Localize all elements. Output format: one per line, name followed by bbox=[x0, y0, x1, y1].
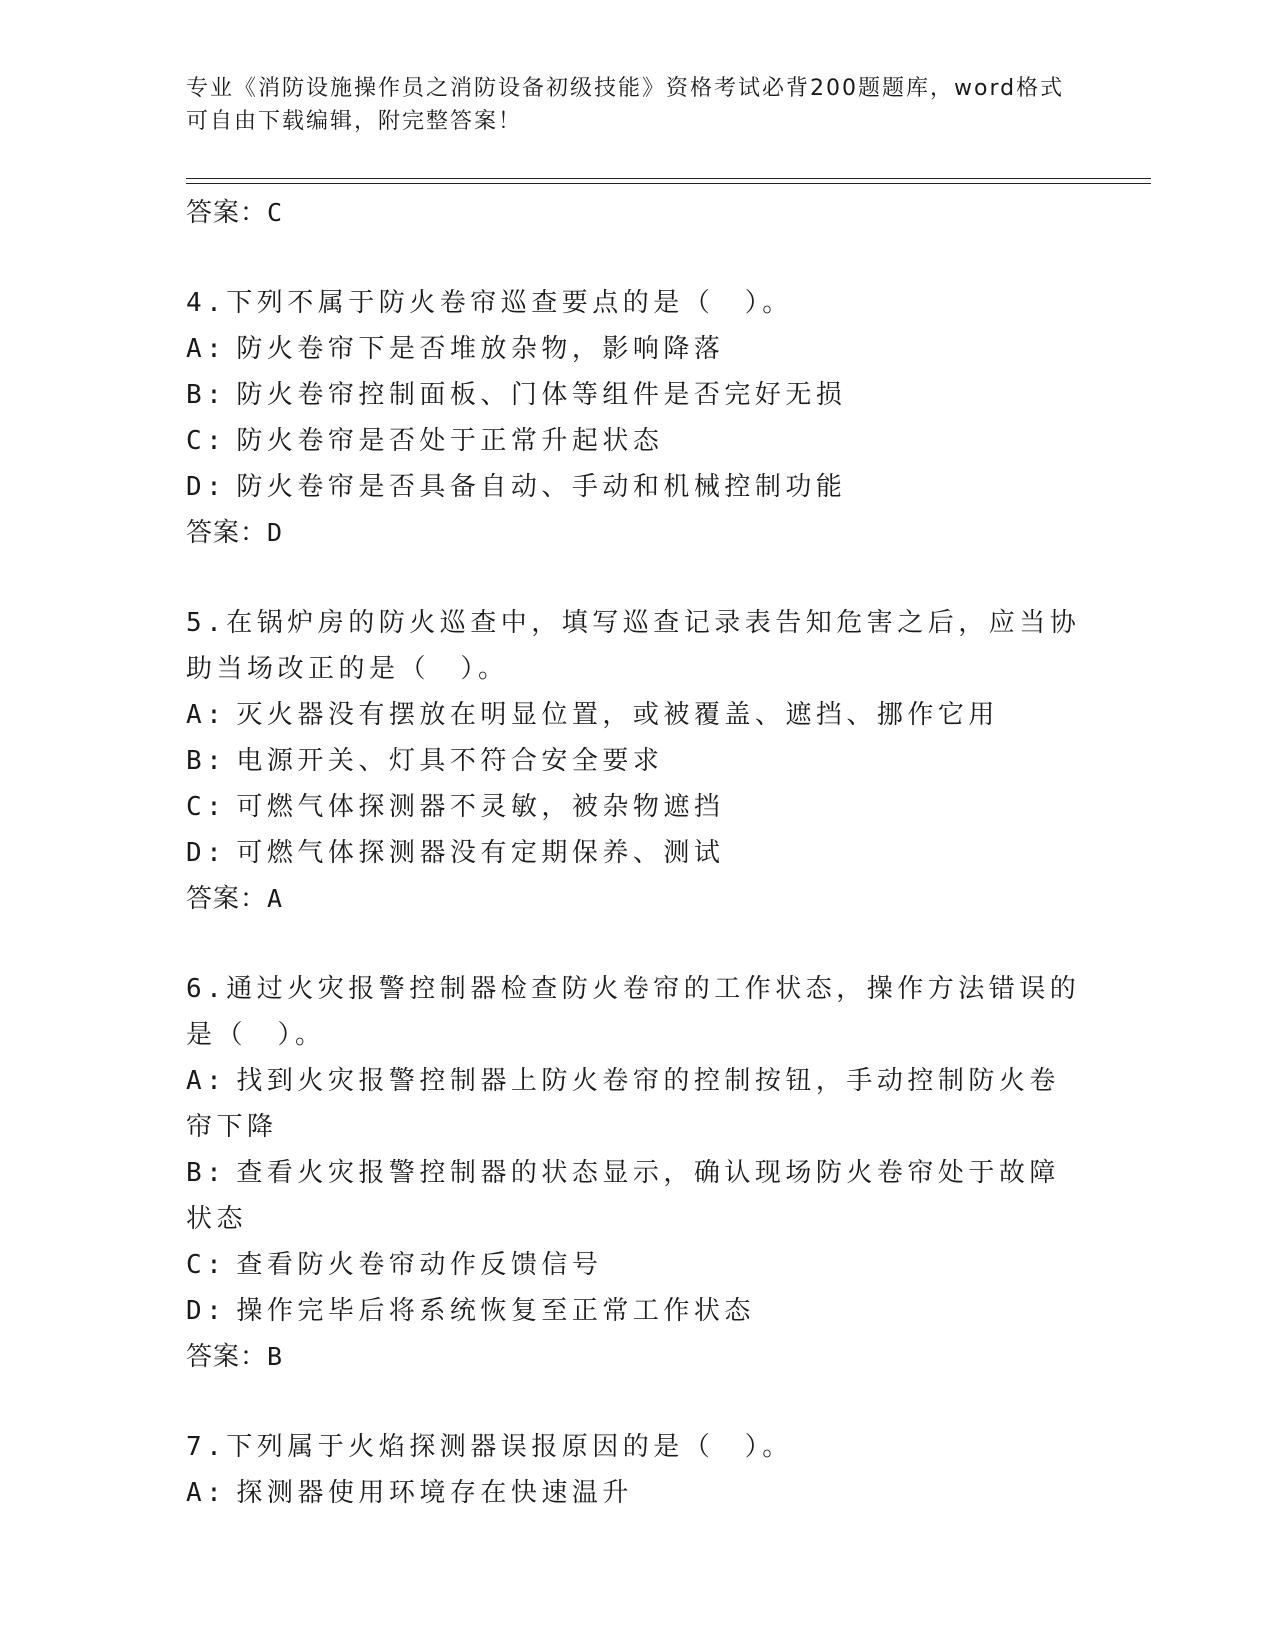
answer-line bbox=[186, 876, 1086, 922]
option-letter: B: bbox=[186, 380, 227, 410]
header-rule-top bbox=[186, 178, 1151, 179]
option-a bbox=[186, 326, 1086, 372]
answer-label: 答案： bbox=[186, 518, 268, 548]
answer-label: 答案： bbox=[186, 1342, 268, 1372]
option-text: 防火卷帘下是否堆放杂物，影响降落 bbox=[236, 334, 725, 364]
header-rule-bottom bbox=[186, 183, 1151, 184]
option-c bbox=[186, 1242, 1086, 1288]
option-b bbox=[186, 1150, 1086, 1242]
option-b bbox=[186, 372, 1086, 418]
option-letter: D: bbox=[186, 1296, 227, 1326]
answer-value: D bbox=[267, 518, 284, 547]
answer-label: 答案： bbox=[186, 198, 268, 228]
question-stem: 7.下列属于火焰探测器误报原因的是（ ）。 bbox=[186, 1432, 793, 1462]
document-header: 专业《消防设施操作员之消防设备初级技能》资格考试必背200题题库，word格式可自由下载编辑，附完整答案！ bbox=[186, 76, 1065, 134]
option-letter: B: bbox=[186, 1158, 227, 1188]
option-letter: B: bbox=[186, 746, 227, 776]
question-stem: 5.在锅炉房的防火巡查中，填写巡查记录表告知危害之后，应当协助当场改正的是（ ）。 bbox=[186, 608, 1081, 684]
answer-value: A bbox=[267, 884, 284, 913]
option-letter: A: bbox=[186, 1066, 227, 1096]
option-letter: C: bbox=[186, 1250, 227, 1280]
answer-line bbox=[186, 1334, 1086, 1380]
document-body bbox=[186, 190, 1086, 1516]
option-c bbox=[186, 784, 1086, 830]
question-block bbox=[186, 1424, 1086, 1516]
option-letter: C: bbox=[186, 426, 227, 456]
option-letter: A: bbox=[186, 1478, 227, 1508]
option-text: 防火卷帘控制面板、门体等组件是否完好无损 bbox=[236, 380, 847, 410]
option-b bbox=[186, 738, 1086, 784]
option-text: 查看火灾报警控制器的状态显示，确认现场防火卷帘处于故障状态 bbox=[186, 1158, 1060, 1234]
option-letter: C: bbox=[186, 792, 227, 822]
question-stem: 4.下列不属于防火卷帘巡查要点的是（ ）。 bbox=[186, 288, 793, 318]
option-d bbox=[186, 830, 1086, 876]
option-text: 防火卷帘是否具备自动、手动和机械控制功能 bbox=[236, 472, 847, 502]
question-block bbox=[186, 600, 1086, 922]
option-text: 电源开关、灯具不符合安全要求 bbox=[236, 746, 664, 776]
option-text: 防火卷帘是否处于正常升起状态 bbox=[236, 426, 664, 456]
option-letter: D: bbox=[186, 472, 227, 502]
option-a bbox=[186, 1470, 1086, 1516]
option-text: 找到火灾报警控制器上防火卷帘的控制按钮，手动控制防火卷帘下降 bbox=[186, 1066, 1060, 1142]
option-text: 可燃气体探测器没有定期保养、测试 bbox=[236, 838, 725, 868]
option-text: 探测器使用环境存在快速温升 bbox=[236, 1478, 633, 1508]
option-d bbox=[186, 464, 1086, 510]
answer-line bbox=[186, 510, 1086, 556]
option-letter: A: bbox=[186, 334, 227, 364]
option-text: 可燃气体探测器不灵敏，被杂物遮挡 bbox=[236, 792, 725, 822]
option-letter: D: bbox=[186, 838, 227, 868]
answer-label: 答案： bbox=[186, 884, 268, 914]
option-text: 操作完毕后将系统恢复至正常工作状态 bbox=[236, 1296, 755, 1326]
answer-line bbox=[186, 190, 1086, 236]
option-d bbox=[186, 1288, 1086, 1334]
answer-value: C bbox=[267, 198, 284, 227]
option-text: 查看防火卷帘动作反馈信号 bbox=[236, 1250, 603, 1280]
option-a bbox=[186, 692, 1086, 738]
answer-value: B bbox=[267, 1342, 284, 1371]
option-letter: A: bbox=[186, 700, 227, 730]
option-text: 灭火器没有摆放在明显位置，或被覆盖、遮挡、挪作它用 bbox=[236, 700, 999, 730]
question-block bbox=[186, 280, 1086, 556]
option-a bbox=[186, 1058, 1086, 1150]
option-c bbox=[186, 418, 1086, 464]
question-block bbox=[186, 966, 1086, 1380]
question-stem: 6.通过火灾报警控制器检查防火卷帘的工作状态，操作方法错误的是（ ）。 bbox=[186, 974, 1081, 1050]
